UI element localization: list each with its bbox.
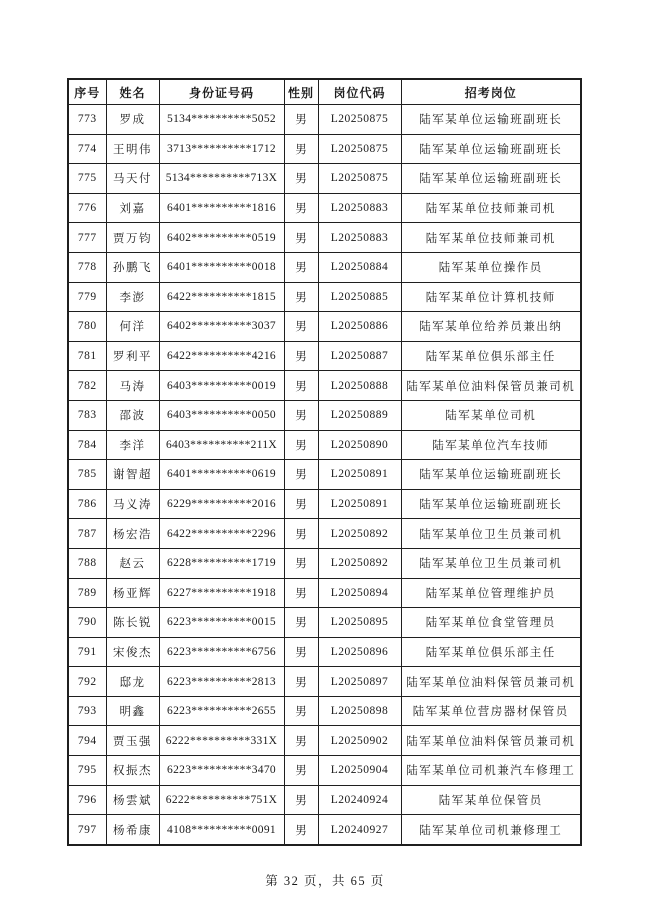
cell-post: 陆军某单位司机 xyxy=(401,400,581,430)
cell-name: 陈长锐 xyxy=(106,608,159,638)
cell-gender: 男 xyxy=(284,578,318,608)
cell-code: L20250898 xyxy=(318,696,401,726)
table-row xyxy=(68,193,581,223)
cell-gender: 男 xyxy=(284,164,318,194)
cell-post: 陆军某单位汽车技师 xyxy=(401,430,581,460)
cell-code: L20250891 xyxy=(318,489,401,519)
cell-id: 6401**********0619 xyxy=(159,460,284,490)
cell-name: 贾万钧 xyxy=(106,223,159,253)
cell-code: L20250886 xyxy=(318,312,401,342)
cell-serial: 782 xyxy=(68,371,106,401)
table-row xyxy=(68,785,581,815)
cell-code: L20250896 xyxy=(318,637,401,667)
cell-code: L20250894 xyxy=(318,578,401,608)
cell-post: 陆军某单位给养员兼出纳 xyxy=(401,312,581,342)
cell-gender: 男 xyxy=(284,608,318,638)
cell-id: 6422**********2296 xyxy=(159,519,284,549)
cell-gender: 男 xyxy=(284,726,318,756)
cell-serial: 781 xyxy=(68,341,106,371)
column-header-name: 姓名 xyxy=(106,79,159,105)
cell-gender: 男 xyxy=(284,548,318,578)
cell-code: L20250883 xyxy=(318,193,401,223)
table-row xyxy=(68,252,581,282)
cell-code: L20250887 xyxy=(318,341,401,371)
table-row xyxy=(68,105,581,135)
table-row xyxy=(68,460,581,490)
cell-gender: 男 xyxy=(284,460,318,490)
cell-id: 6403**********0050 xyxy=(159,400,284,430)
cell-gender: 男 xyxy=(284,134,318,164)
cell-serial: 793 xyxy=(68,696,106,726)
cell-id: 6223**********0015 xyxy=(159,608,284,638)
column-header-id: 身份证号码 xyxy=(159,79,284,105)
cell-name: 孙鹏飞 xyxy=(106,252,159,282)
cell-code: L20250888 xyxy=(318,371,401,401)
table-row xyxy=(68,430,581,460)
cell-code: L20250891 xyxy=(318,460,401,490)
table-row xyxy=(68,489,581,519)
cell-name: 罗成 xyxy=(106,105,159,135)
cell-id: 6403**********0019 xyxy=(159,371,284,401)
cell-gender: 男 xyxy=(284,637,318,667)
cell-id: 4108**********0091 xyxy=(159,815,284,845)
cell-serial: 775 xyxy=(68,164,106,194)
cell-name: 李澎 xyxy=(106,282,159,312)
cell-gender: 男 xyxy=(284,223,318,253)
cell-name: 马涛 xyxy=(106,371,159,401)
cell-gender: 男 xyxy=(284,519,318,549)
cell-post: 陆军某单位管理维护员 xyxy=(401,578,581,608)
cell-gender: 男 xyxy=(284,105,318,135)
cell-post: 陆军某单位俱乐部主任 xyxy=(401,637,581,667)
cell-gender: 男 xyxy=(284,489,318,519)
cell-serial: 790 xyxy=(68,608,106,638)
cell-code: L20250895 xyxy=(318,608,401,638)
cell-gender: 男 xyxy=(284,312,318,342)
table-row xyxy=(68,134,581,164)
cell-post: 陆军某单位操作员 xyxy=(401,252,581,282)
cell-code: L20250904 xyxy=(318,756,401,786)
cell-id: 6422**********1815 xyxy=(159,282,284,312)
cell-gender: 男 xyxy=(284,785,318,815)
cell-gender: 男 xyxy=(284,282,318,312)
cell-name: 王明伟 xyxy=(106,134,159,164)
table-row xyxy=(68,667,581,697)
cell-id: 6402**********3037 xyxy=(159,312,284,342)
table-row xyxy=(68,164,581,194)
cell-id: 6229**********2016 xyxy=(159,489,284,519)
cell-id: 6402**********0519 xyxy=(159,223,284,253)
cell-name: 谢智超 xyxy=(106,460,159,490)
cell-post: 陆军某单位油料保管员兼司机 xyxy=(401,726,581,756)
cell-serial: 776 xyxy=(68,193,106,223)
column-header-gender: 性别 xyxy=(284,79,318,105)
cell-serial: 796 xyxy=(68,785,106,815)
cell-name: 赵云 xyxy=(106,548,159,578)
cell-id: 6403**********211X xyxy=(159,430,284,460)
cell-id: 6223**********6756 xyxy=(159,637,284,667)
table-row xyxy=(68,637,581,667)
cell-code: L20250883 xyxy=(318,223,401,253)
cell-post: 陆军某单位运输班副班长 xyxy=(401,134,581,164)
cell-name: 杨宏浩 xyxy=(106,519,159,549)
cell-name: 罗利平 xyxy=(106,341,159,371)
cell-serial: 784 xyxy=(68,430,106,460)
cell-code: L20250897 xyxy=(318,667,401,697)
cell-serial: 797 xyxy=(68,815,106,845)
cell-gender: 男 xyxy=(284,341,318,371)
cell-serial: 792 xyxy=(68,667,106,697)
cell-id: 6401**********0018 xyxy=(159,252,284,282)
cell-serial: 786 xyxy=(68,489,106,519)
cell-id: 6228**********1719 xyxy=(159,548,284,578)
table-row xyxy=(68,519,581,549)
cell-name: 权振杰 xyxy=(106,756,159,786)
cell-serial: 789 xyxy=(68,578,106,608)
cell-name: 贾玉强 xyxy=(106,726,159,756)
cell-code: L20250889 xyxy=(318,400,401,430)
cell-post: 陆军某单位营房器材保管员 xyxy=(401,696,581,726)
cell-serial: 795 xyxy=(68,756,106,786)
cell-code: L20250875 xyxy=(318,134,401,164)
cell-code: L20250892 xyxy=(318,519,401,549)
cell-name: 杨希康 xyxy=(106,815,159,845)
cell-serial: 788 xyxy=(68,548,106,578)
cell-serial: 780 xyxy=(68,312,106,342)
cell-id: 6227**********1918 xyxy=(159,578,284,608)
cell-serial: 779 xyxy=(68,282,106,312)
cell-code: L20250892 xyxy=(318,548,401,578)
table-row xyxy=(68,400,581,430)
column-header-post: 招考岗位 xyxy=(401,79,581,105)
table-row xyxy=(68,341,581,371)
cell-name: 明鑫 xyxy=(106,696,159,726)
table-row xyxy=(68,756,581,786)
cell-post: 陆军某单位技师兼司机 xyxy=(401,223,581,253)
cell-gender: 男 xyxy=(284,667,318,697)
cell-name: 马义涛 xyxy=(106,489,159,519)
cell-post: 陆军某单位食堂管理员 xyxy=(401,608,581,638)
column-header-code: 岗位代码 xyxy=(318,79,401,105)
cell-serial: 777 xyxy=(68,223,106,253)
cell-serial: 783 xyxy=(68,400,106,430)
cell-serial: 787 xyxy=(68,519,106,549)
cell-post: 陆军某单位卫生员兼司机 xyxy=(401,548,581,578)
cell-id: 6222**********331X xyxy=(159,726,284,756)
page-number-footer: 第 32 页，共 65 页 xyxy=(265,874,385,888)
cell-post: 陆军某单位司机兼修理工 xyxy=(401,815,581,845)
cell-name: 邵波 xyxy=(106,400,159,430)
table-row xyxy=(68,371,581,401)
cell-post: 陆军某单位卫生员兼司机 xyxy=(401,519,581,549)
cell-id: 6401**********1816 xyxy=(159,193,284,223)
cell-id: 3713**********1712 xyxy=(159,134,284,164)
cell-name: 刘嘉 xyxy=(106,193,159,223)
cell-post: 陆军某单位油料保管员兼司机 xyxy=(401,667,581,697)
cell-post: 陆军某单位俱乐部主任 xyxy=(401,341,581,371)
cell-id: 6223**********3470 xyxy=(159,756,284,786)
cell-name: 杨雲斌 xyxy=(106,785,159,815)
cell-serial: 773 xyxy=(68,105,106,135)
cell-name: 李洋 xyxy=(106,430,159,460)
cell-id: 5134**********713X xyxy=(159,164,284,194)
cell-gender: 男 xyxy=(284,371,318,401)
cell-post: 陆军某单位运输班副班长 xyxy=(401,105,581,135)
cell-id: 6223**********2813 xyxy=(159,667,284,697)
cell-serial: 785 xyxy=(68,460,106,490)
cell-id: 6223**********2655 xyxy=(159,696,284,726)
table-row xyxy=(68,696,581,726)
cell-code: L20240927 xyxy=(318,815,401,845)
cell-code: L20250875 xyxy=(318,105,401,135)
cell-code: L20240924 xyxy=(318,785,401,815)
cell-code: L20250885 xyxy=(318,282,401,312)
cell-name: 马天付 xyxy=(106,164,159,194)
cell-gender: 男 xyxy=(284,756,318,786)
cell-post: 陆军某单位司机兼汽车修理工 xyxy=(401,756,581,786)
cell-gender: 男 xyxy=(284,252,318,282)
cell-code: L20250884 xyxy=(318,252,401,282)
table-body xyxy=(68,105,581,845)
cell-id: 6422**********4216 xyxy=(159,341,284,371)
header-row xyxy=(68,79,581,105)
recruitment-roster-table xyxy=(67,78,582,846)
cell-gender: 男 xyxy=(284,696,318,726)
cell-code: L20250890 xyxy=(318,430,401,460)
cell-gender: 男 xyxy=(284,815,318,845)
cell-gender: 男 xyxy=(284,430,318,460)
column-header-serial: 序号 xyxy=(68,79,106,105)
cell-post: 陆军某单位运输班副班长 xyxy=(401,460,581,490)
table-row xyxy=(68,815,581,845)
cell-serial: 791 xyxy=(68,637,106,667)
cell-code: L20250902 xyxy=(318,726,401,756)
cell-name: 何洋 xyxy=(106,312,159,342)
table-row xyxy=(68,223,581,253)
cell-name: 杨亚辉 xyxy=(106,578,159,608)
table-row xyxy=(68,282,581,312)
table-row xyxy=(68,548,581,578)
cell-serial: 778 xyxy=(68,252,106,282)
table-row xyxy=(68,726,581,756)
cell-post: 陆军某单位运输班副班长 xyxy=(401,164,581,194)
table-row xyxy=(68,578,581,608)
cell-gender: 男 xyxy=(284,400,318,430)
cell-post: 陆军某单位保管员 xyxy=(401,785,581,815)
cell-post: 陆军某单位油料保管员兼司机 xyxy=(401,371,581,401)
cell-id: 6222**********751X xyxy=(159,785,284,815)
table-row xyxy=(68,608,581,638)
cell-name: 宋俊杰 xyxy=(106,637,159,667)
cell-id: 5134**********5052 xyxy=(159,105,284,135)
cell-post: 陆军某单位运输班副班长 xyxy=(401,489,581,519)
cell-serial: 794 xyxy=(68,726,106,756)
cell-post: 陆军某单位技师兼司机 xyxy=(401,193,581,223)
cell-post: 陆军某单位计算机技师 xyxy=(401,282,581,312)
cell-serial: 774 xyxy=(68,134,106,164)
table-row xyxy=(68,312,581,342)
cell-gender: 男 xyxy=(284,193,318,223)
cell-code: L20250875 xyxy=(318,164,401,194)
cell-name: 邸龙 xyxy=(106,667,159,697)
